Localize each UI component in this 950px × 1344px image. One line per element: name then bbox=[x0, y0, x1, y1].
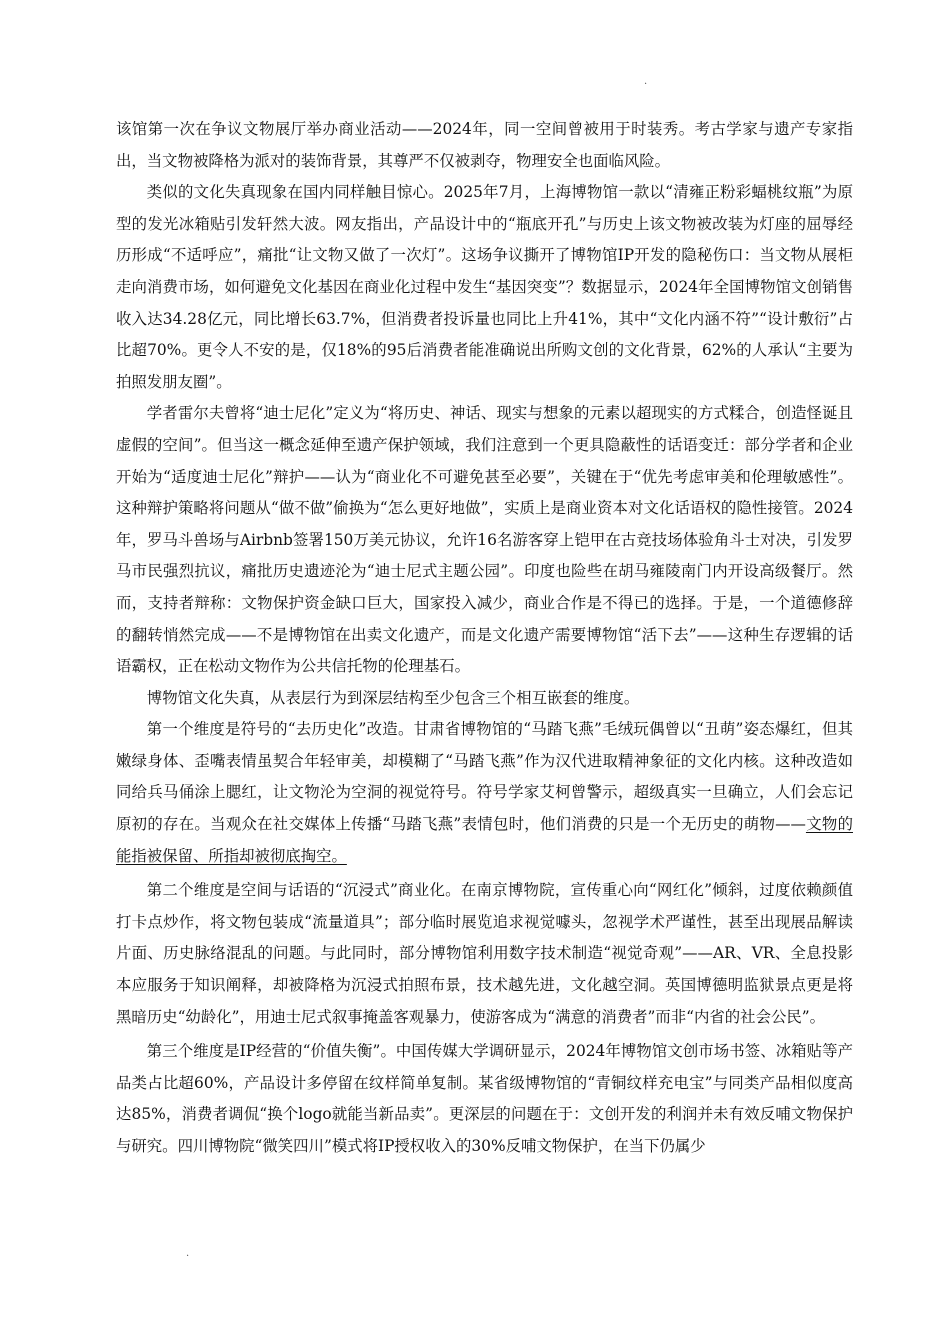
paragraph-three-dimensions: 博物馆文化失真，从表层行为到深层结构至少包含三个相互嵌套的维度。 bbox=[146, 688, 640, 707]
paragraph-dimension-two: 第二个维度是空间与话语的“沉浸式”商业化。在南京博物院，宣传重心向“网红化”倾斜，过度依赖颜值打卡点炒作，将文物包装成“流量道具”；部分临时展览追求视觉噱头，忽视学术严谨性，甚至出现展品解读片面、历史脉络混乱的问题。与此同时，部分博物馆利用数字技术制造“视觉奇观”——AR、VR、全息投影本应服务于知识阐释，却被降格为沉浸式拍照布景，技术越先进，文化越空洞。英国博德明监狱景点更是将黑暗历史“幼龄化”，用迪士尼式叙事掩盖客观暴力，使游客成为“满意的消费者”而非“内省的社会公民”。 bbox=[116, 881, 853, 1026]
paragraph-continuation: 该馆第一次在争议文物展厅举办商业活动——2024年，同一空间曾被用于时装秀。考古学家与遗产专家指出，当文物被降格为派对的装饰背景，其尊严不仅被剥夺，物理安全也面临风险。 bbox=[116, 120, 853, 170]
paragraph-disneyfication: 学者雷尔夫曾将“迪士尼化”定义为“将历史、神话、现实与想象的元素以超现实的方式糅合，创造怪诞且虚假的空间”。但当这一概念延伸至遗产保护领域，我们注意到一个更具隐蔽性的话语变迁：部分学者和企业开始为“适度迪士尼化”辩护——认为“商业化不可避免甚至必要”，关键在于“优先考虑审美和伦理敏感性”。这种辩护策略将问题从“做不做”偷换为“怎么更好地做”，实质上是商业资本对文化话语权的隐性接管。2024年，罗马斗兽场与Airbnb签署150万美元协议，允许16名游客穿上铠甲在古竞技场体验角斗士对决，引发罗马市民强烈抗议，痛批历史遗迹沦为“迪士尼式主题公园”。印度也险些在胡马雍陵南门内开设高级餐厅。然而，支持者辩称：文物保护资金缺口巨大，国家投入减少，商业合作是不得已的选择。于是，一个道德修辞的翻转悄然完成——不是博物馆在出卖文化遗产，而是文化遗产需要博物馆“活下去”——这种生存逻辑的话语霸权，正在松动文物作为公共信托物的伦理基石。 bbox=[116, 404, 853, 676]
paragraph-dimension-three: 第三个维度是IP经营的“价值失衡”。中国传媒大学调研显示，2024年博物馆文创市场书签、冰箱贴等产品类占比超60%，产品设计多停留在纹样简单复制。某省级博物馆的“青铜纹样充电宝”与同类产品相似度高达85%，消费者调侃“换个logo就能当新品卖”。更深层的问题在于：文创开发的利润并未有效反哺文物保护与研究。四川博物院“微笑四川”模式将IP授权收入的30%反哺文物保护，在当下仍属少 bbox=[116, 1042, 853, 1155]
paragraph-dimension-one-text: 第一个维度是符号的“去历史化”改造。甘肃省博物馆的“马踏飞燕”毛绒玩偶曾以“丑萌”姿态爆红，但其嫩绿身体、歪嘴表情虽契合年轻审美，却模糊了“马踏飞燕”作为汉代进取精神象征的文化内核。这种改造如同给兵马俑涂上腮红，让文物沦为空洞的视觉符号。符号学家艾柯曾警示，超级真实一旦确立，人们会忘记原初的存在。当观众在社交媒体上传播“马踏飞燕”表情包时，他们消费的只是一个无历史的萌物—— bbox=[116, 720, 853, 834]
article-body bbox=[116, 114, 853, 1163]
paragraph-dimension-one bbox=[116, 714, 853, 872]
page-mark-bottom: . bbox=[186, 1248, 190, 1259]
page-mark-top: . bbox=[644, 76, 648, 87]
underlined-sentence: 文物的能指被保留、所指却被彻底掏空。 bbox=[116, 815, 853, 865]
paragraph-cultural-distortion-domestic: 类似的文化失真现象在国内同样触目惊心。2025年7月，上海博物馆一款以“清雍正粉彩蝠桃纹瓶”为原型的发光冰箱贴引发轩然大波。网友指出，产品设计中的“瓶底开孔”与历史上该文物被改装为灯座的屈辱经历形成“不适呼应”，痛批“让文物又做了一次灯”。这场争议撕开了博物馆IP开发的隐秘伤口：当文物从展柜走向消费市场，如何避免文化基因在商业化过程中发生“基因突变”？数据显示，2024年全国博物馆文创销售收入达34.28亿元，同比增长63.7%，但消费者投诉量也同比上升41%，其中“文化内涵不符”“设计敷衍”占比超70%。更令人不安的是，仅18%的95后消费者能准确说出所购文创的文化背景，62%的人承认“主要为拍照发朋友圈”。 bbox=[116, 183, 853, 391]
